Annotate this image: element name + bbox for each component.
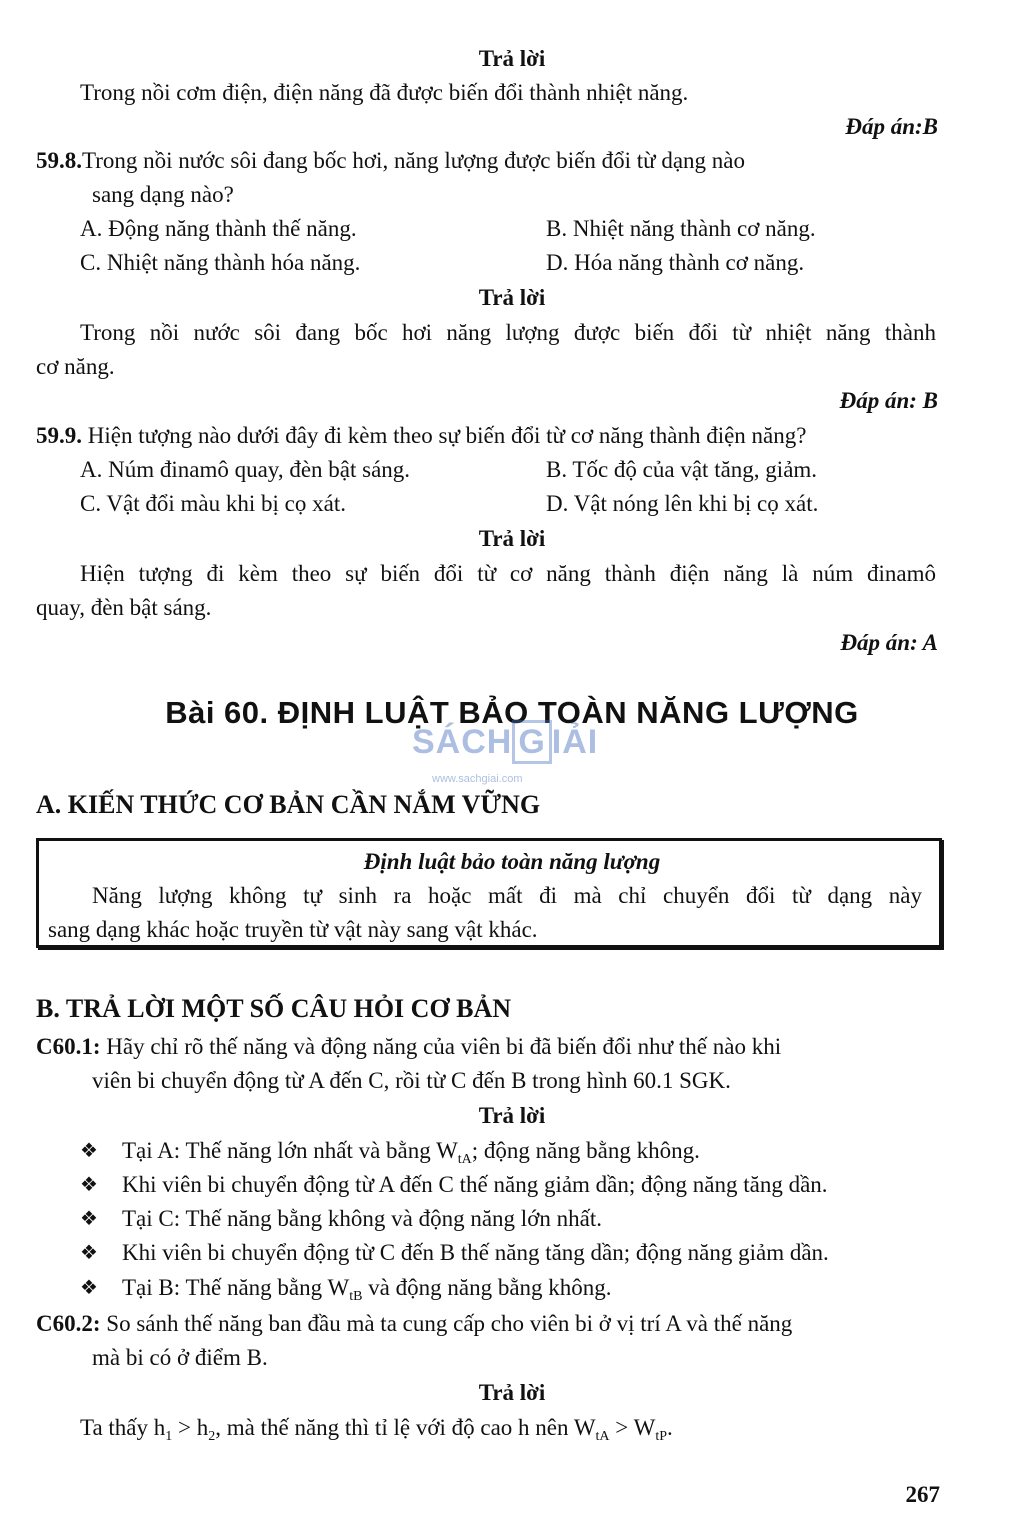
answer-text-cont: cơ năng. [36, 354, 115, 379]
question-text-cont: sang dạng nào? [92, 182, 234, 207]
question-text: So sánh thế năng ban đầu mà ta cung cấp cho viên bi ở vị trí A và thế năng [106, 1311, 793, 1336]
subscript: tB [349, 1289, 363, 1304]
subscript: tP [655, 1429, 667, 1444]
watermark-text: IẢI [551, 723, 599, 761]
section-b-heading: B. TRẢ LỜI MỘT SỐ CÂU HỎI CƠ BẢN [36, 994, 512, 1023]
option-b: B. Nhiệt năng thành cơ năng. [546, 216, 816, 241]
answer-fragment: > h [172, 1415, 209, 1440]
law-title: Định luật bảo toàn năng lượng [363, 849, 661, 874]
law-text-cont: sang dạng khác hoặc truyền từ vật này sang vật khác. [48, 917, 538, 942]
answer-fragment: > W [609, 1415, 656, 1440]
subscript: tA [595, 1429, 610, 1444]
option-b: B. Tốc độ của vật tăng, giảm. [546, 457, 818, 482]
answer-heading: Trả lời [478, 285, 546, 310]
option-d: D. Vật nóng lên khi bị cọ xát. [546, 491, 819, 516]
option-a: A. Núm đinamô quay, đèn bật sáng. [80, 457, 411, 482]
bullet-text: và động năng bằng không. [362, 1275, 612, 1300]
answer-heading: Trả lời [478, 1103, 546, 1128]
lesson-title: Bài 60. ĐỊNH LUẬT BẢO TOÀN NĂNG LƯỢNG [165, 695, 859, 730]
option-c: C. Vật đổi màu khi bị cọ xát. [80, 491, 346, 516]
question-text: Hiện tượng nào dưới đây đi kèm theo sự biến đổi từ cơ năng thành điện năng? [87, 423, 807, 448]
law-text: Năng lượng không tự sinh ra hoặc mất đi mà chỉ chuyển đổi từ dạng này [92, 883, 922, 908]
bullet-diamond-icon: ❖ [80, 1140, 98, 1162]
bullet-text: ; động năng bằng không. [471, 1138, 700, 1163]
answer-bullet: Tại C: Thế năng bằng không và động năng lớn nhất. [122, 1206, 602, 1231]
option-d: D. Hóa năng thành cơ năng. [546, 250, 805, 275]
question-text-cont: viên bi chuyển động từ A đến C, rồi từ C đến B trong hình 60.1 SGK. [92, 1068, 731, 1093]
question-c60-1 [36, 1030, 936, 1064]
subscript: 2 [208, 1429, 216, 1444]
answer-text [80, 1411, 673, 1454]
answer-heading: Trả lời [478, 46, 546, 71]
answer-text-cont: quay, đèn bật sáng. [36, 595, 212, 620]
bullet-diamond-icon: ❖ [80, 1174, 98, 1196]
answer-fragment: Ta thấy h [80, 1415, 166, 1440]
option-a: A. Động năng thành thế năng. [80, 216, 357, 241]
answer-bullet: Khi viên bi chuyển động từ C đến B thế năng tăng dần; động năng giảm dần. [122, 1240, 829, 1265]
bullet-text: Tại B: Thế năng bằng W [122, 1275, 350, 1300]
subscript: tA [457, 1152, 472, 1167]
answer-key: Đáp án: A [840, 630, 938, 655]
question-number: 59.8. [36, 148, 82, 173]
answer-key: Đáp án:B [845, 114, 938, 139]
watermark-g-mark: G [512, 720, 551, 764]
bullet-diamond-icon: ❖ [80, 1242, 98, 1264]
watermark-url: www.sachgiai.com [432, 773, 523, 785]
question-c60-2 [36, 1307, 936, 1341]
question-label: C60.1: [36, 1034, 101, 1059]
answer-key: Đáp án: B [839, 388, 938, 413]
bullet-text: Tại A: Thế năng lớn nhất và bằng W [122, 1138, 458, 1163]
answer-fragment: , mà thế năng thì tỉ lệ với độ cao h nên W [215, 1415, 596, 1440]
page-number: 267 [905, 1482, 940, 1507]
watermark-text: SÁCH [412, 723, 513, 761]
question-text: Hãy chỉ rõ thế năng và động năng của viên bi đã biến đổi như thế nào khi [106, 1034, 782, 1059]
answer-text: Trong nồi cơm điện, điện năng đã được biến đổi thành nhiệt năng. [80, 80, 689, 105]
answer-bullet: Khi viên bi chuyển động từ A đến C thế năng giảm dần; động năng tăng dần. [122, 1172, 828, 1197]
answer-heading: Trả lời [478, 1380, 546, 1405]
option-c: C. Nhiệt năng thành hóa năng. [80, 250, 361, 275]
watermark-logo [412, 720, 622, 785]
question-text-cont: mà bi có ở điểm B. [92, 1345, 268, 1370]
question-number: 59.9. [36, 423, 82, 448]
bullet-diamond-icon: ❖ [80, 1277, 98, 1299]
question-59-8 [36, 144, 936, 178]
answer-text: Hiện tượng đi kèm theo sự biến đổi từ cơ năng thành điện năng là núm đinamô [80, 561, 936, 586]
question-59-9 [36, 419, 806, 453]
section-a-heading: A. KIẾN THỨC CƠ BẢN CẦN NẮM VỮNG [36, 790, 541, 819]
question-text: Trong nồi nước sôi đang bốc hơi, năng lượng được biến đổi từ dạng nào [82, 148, 746, 173]
subscript: 1 [165, 1429, 173, 1444]
answer-heading: Trả lời [478, 526, 546, 551]
bullet-diamond-icon: ❖ [80, 1208, 98, 1230]
answer-fragment: . [667, 1415, 673, 1440]
question-label: C60.2: [36, 1311, 101, 1336]
answer-text: Trong nồi nước sôi đang bốc hơi năng lượng được biến đổi từ nhiệt năng thành [80, 320, 936, 345]
